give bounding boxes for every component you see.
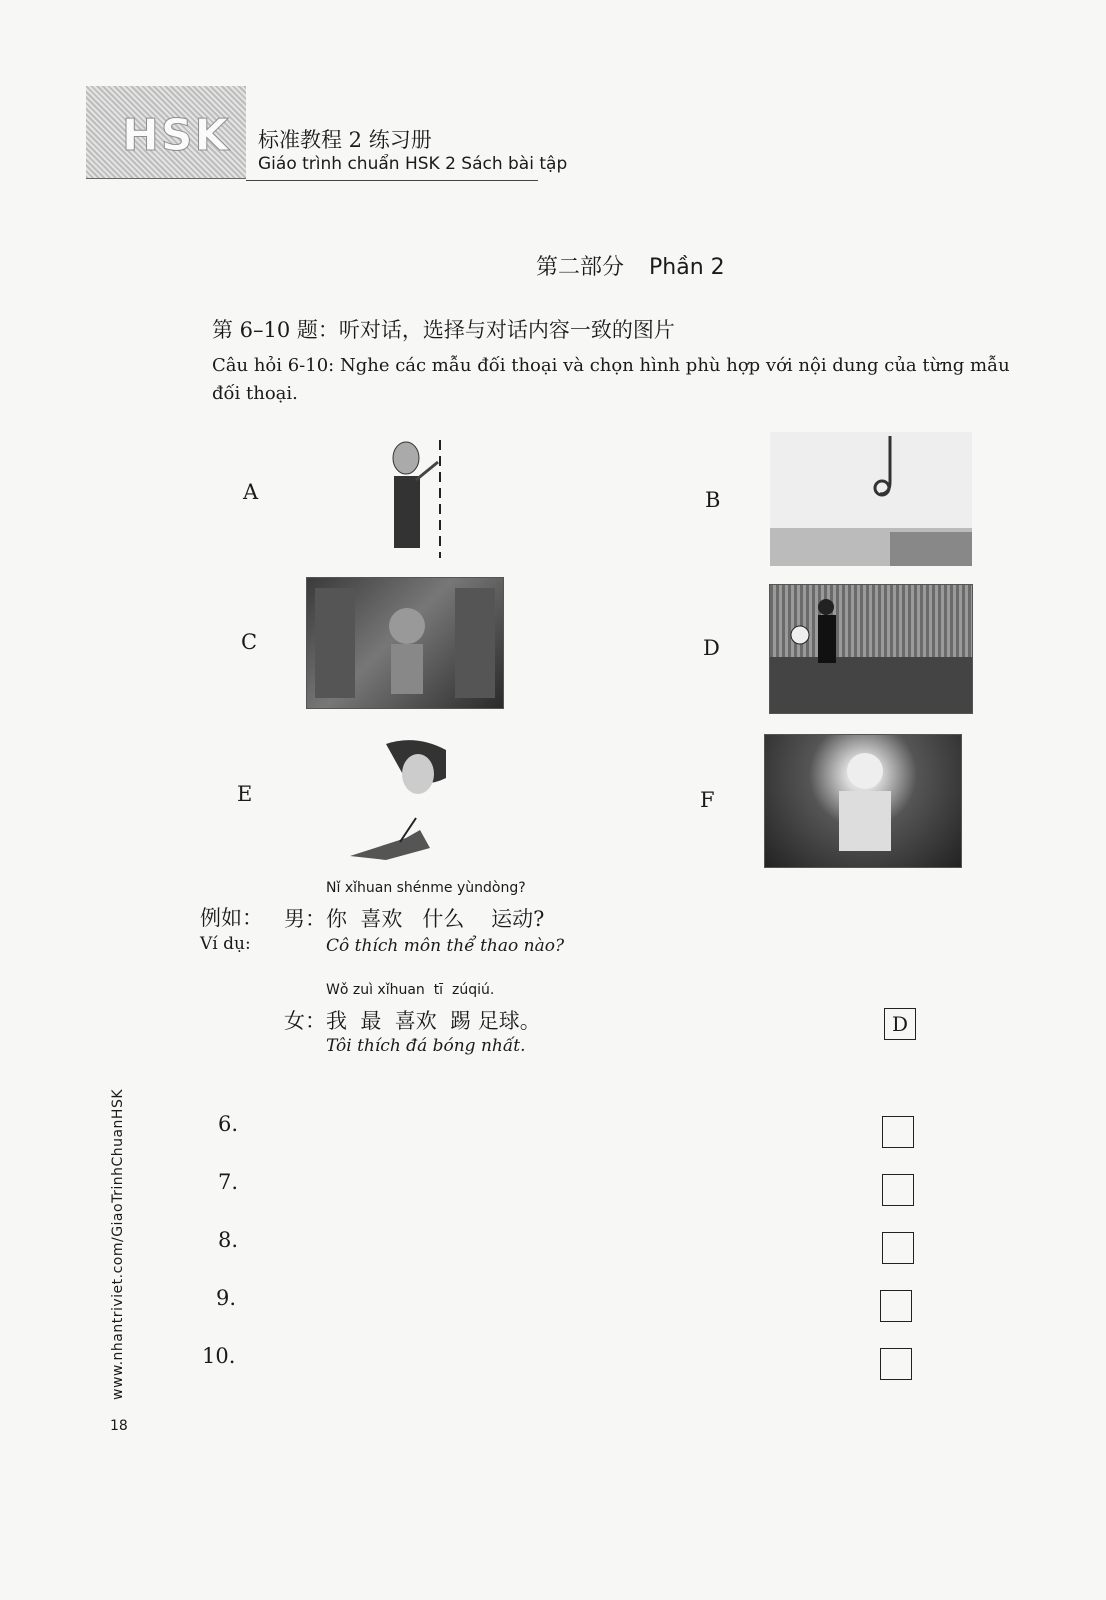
- female-speaker-label: 女：: [284, 1009, 326, 1033]
- option-letter-e: E: [237, 782, 253, 806]
- picture-d-girl-playing-football: [769, 584, 973, 714]
- instructions-vietnamese: Câu hỏi 6-10: Nghe các mẫu đối thoại và chọn hình phù hợp với nội dung của từng mẫu đối thoại.: [212, 355, 1010, 404]
- example-label-chinese: 例如：: [200, 906, 263, 930]
- picture-b-doctor-stethoscope: [770, 432, 972, 566]
- running-man-illustration: [765, 735, 961, 867]
- section-title-chinese: 第二部分: [536, 255, 625, 280]
- side-website-url: www.nhantriviet.com/GiaoTrinhChuanHSK: [110, 1088, 126, 1400]
- library-shelves-illustration: [307, 578, 503, 708]
- page-number: 18: [110, 1418, 128, 1434]
- picture-e-girl-writing: [346, 738, 458, 862]
- answer-box-7[interactable]: [882, 1174, 914, 1206]
- picture-f-elderly-man-running: [764, 734, 962, 868]
- picture-a-child-measuring-height: [372, 436, 452, 562]
- male-line-vietnamese: Cô thích môn thể thao nào?: [326, 936, 565, 956]
- picture-c-girl-in-library: [306, 577, 504, 709]
- question-number-8: 8.: [218, 1228, 239, 1252]
- question-number-7: 7.: [218, 1170, 239, 1194]
- answer-box-6[interactable]: [882, 1116, 914, 1148]
- question-number-6: 6.: [218, 1112, 239, 1136]
- football-illustration: [770, 585, 972, 713]
- answer-box-10[interactable]: [880, 1348, 912, 1380]
- male-speaker-label: 男：: [284, 907, 326, 931]
- answer-box-8[interactable]: [882, 1232, 914, 1264]
- book-title-vietnamese: Giáo trình chuẩn HSK 2 Sách bài tập: [258, 154, 568, 174]
- section-title: [536, 250, 725, 281]
- section-title-vietnamese: Phần 2: [649, 255, 725, 280]
- hsk-logo: [86, 86, 246, 179]
- female-line-pinyin: Wǒ zuì xǐhuan tī zúqiú.: [326, 982, 495, 998]
- question-number-10: 10.: [202, 1344, 236, 1368]
- female-line-vietnamese: Tôi thích đá bóng nhất.: [326, 1036, 526, 1056]
- female-line-chinese: 我 最 喜欢 踢 足球。: [326, 1009, 541, 1033]
- male-line-pinyin: Nǐ xǐhuan shénme yùndòng?: [326, 880, 526, 896]
- option-letter-f: F: [700, 788, 715, 812]
- example-label-vietnamese: Ví dụ:: [200, 934, 251, 954]
- option-letter-c: C: [241, 630, 258, 654]
- question-number-9: 9.: [216, 1286, 237, 1310]
- option-letter-a: A: [243, 480, 259, 504]
- hsk-logo-text: HSK: [122, 110, 231, 161]
- instructions-chinese: 第 6–10 题：听对话，选择与对话内容一致的图片: [212, 318, 675, 342]
- answer-box-9[interactable]: [880, 1290, 912, 1322]
- example-answer-box: D: [884, 1008, 916, 1040]
- book-title-chinese: 标准教程 2 练习册: [258, 128, 432, 152]
- option-letter-b: B: [705, 488, 721, 512]
- option-letter-d: D: [703, 636, 720, 660]
- header-underline: [246, 180, 538, 181]
- male-line-chinese: 你 喜欢 什么 运动?: [326, 907, 545, 931]
